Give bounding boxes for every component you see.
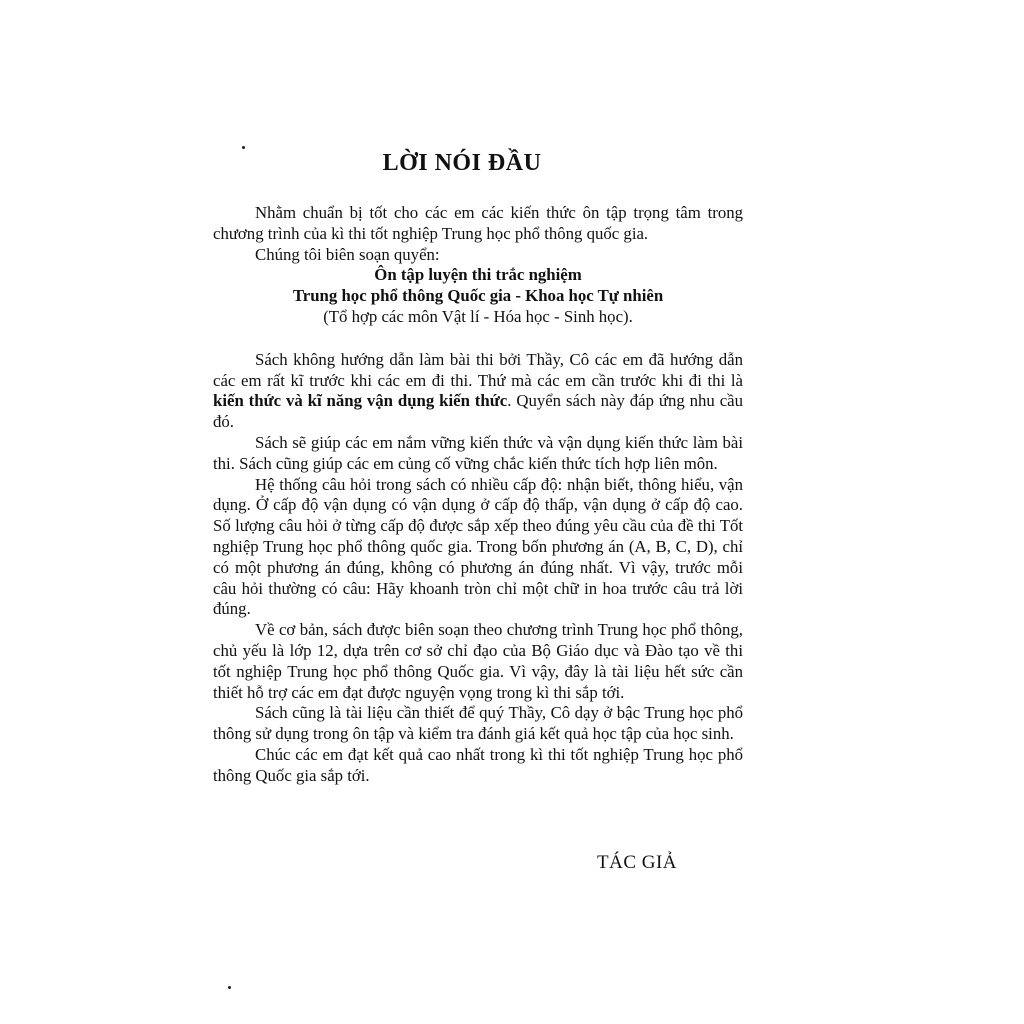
paragraph-1-text: Sách không hướng dẫn làm bài thi bởi Thầy, Cô các em đã hướng dẫn các em rất kĩ trước khi các em đi thi. Thứ mà các em cần trước khi đi thi là bbox=[213, 349, 743, 390]
book-title-line-2: Trung học phổ thông Quốc gia - Khoa học Tự nhiên bbox=[292, 286, 664, 306]
preface-body bbox=[213, 203, 743, 787]
intro-paragraph: Nhằm chuẩn bị tốt cho các em các kiến thức ôn tập trọng tâm trong chương trình của kì thi tốt nghiệp Trung học phổ thông quốc gia. bbox=[213, 203, 743, 243]
scan-speck bbox=[228, 986, 231, 989]
paragraph-4: Về cơ bản, sách được biên soạn theo chương trình Trung học phổ thông, chủ yếu là lớp 12, dựa trên cơ sở chỉ đạo của Bộ Giáo dục và Đào tạo về thi tốt nghiệp Trung học phổ thông Quốc gia. Vì vậy, đây là tài liệu hết sức cần thiết hỗ trợ các em đạt được nguyện vọng trong kì thi sắp tới. bbox=[213, 620, 743, 702]
paragraph-6: Chúc các em đạt kết quả cao nhất trong kì thi tốt nghiệp Trung học phổ thông Quốc gia sắp tới. bbox=[213, 744, 743, 785]
paragraph-1-end: . Quyển sách này đáp ứng nhu cầu đó. bbox=[213, 391, 743, 432]
compiled-line: Chúng tôi biên soạn quyển: bbox=[255, 244, 440, 264]
scan-speck bbox=[242, 146, 245, 149]
paragraph-3: Hệ thống câu hỏi trong sách có nhiều cấp độ: nhận biết, thông hiểu, vận dụng. Ở cấp độ vận dụng có vận dụng ở cấp độ thấp, vận dụng ở cấp độ cao. Số lượng câu hỏi ở từng cấp độ được sắp xếp theo đúng yêu cầu của đề thi Tốt nghiệp Trung học phổ thông quốc gia. Trong bốn phương án (A, B, C, D), chỉ có một phương án đúng, không có phương án đúng nhất. Vì vậy, trước mỗi câu hỏi thường có câu: Hãy khoanh tròn chỉ một chữ in hoa trước câu trả lời đúng. bbox=[213, 474, 743, 619]
paragraph-2: Sách sẽ giúp các em nắm vững kiến thức và vận dụng kiến thức làm bài thi. Sách cũng giúp các em củng cố vững chắc kiến thức tích hợp liên môn. bbox=[213, 432, 743, 473]
paragraph-5: Sách cũng là tài liệu cần thiết để quý Thầy, Cô dạy ở bậc Trung học phổ thông sử dụng trong ôn tập và kiểm tra đánh giá kết quả học tập của học sinh. bbox=[213, 703, 743, 744]
page-title: LỜI NÓI ĐẦU bbox=[382, 150, 542, 176]
paragraph-1 bbox=[213, 350, 743, 433]
book-subtitle: (Tổ hợp các môn Vật lí - Hóa học - Sinh học). bbox=[323, 306, 633, 326]
author-signature: TÁC GIẢ bbox=[597, 852, 678, 873]
paragraph-1-bold: kiến thức và kĩ năng vận dụng kiến thức bbox=[213, 391, 508, 411]
book-title-line-1: Ôn tập luyện thi trắc nghiệm bbox=[374, 265, 582, 285]
